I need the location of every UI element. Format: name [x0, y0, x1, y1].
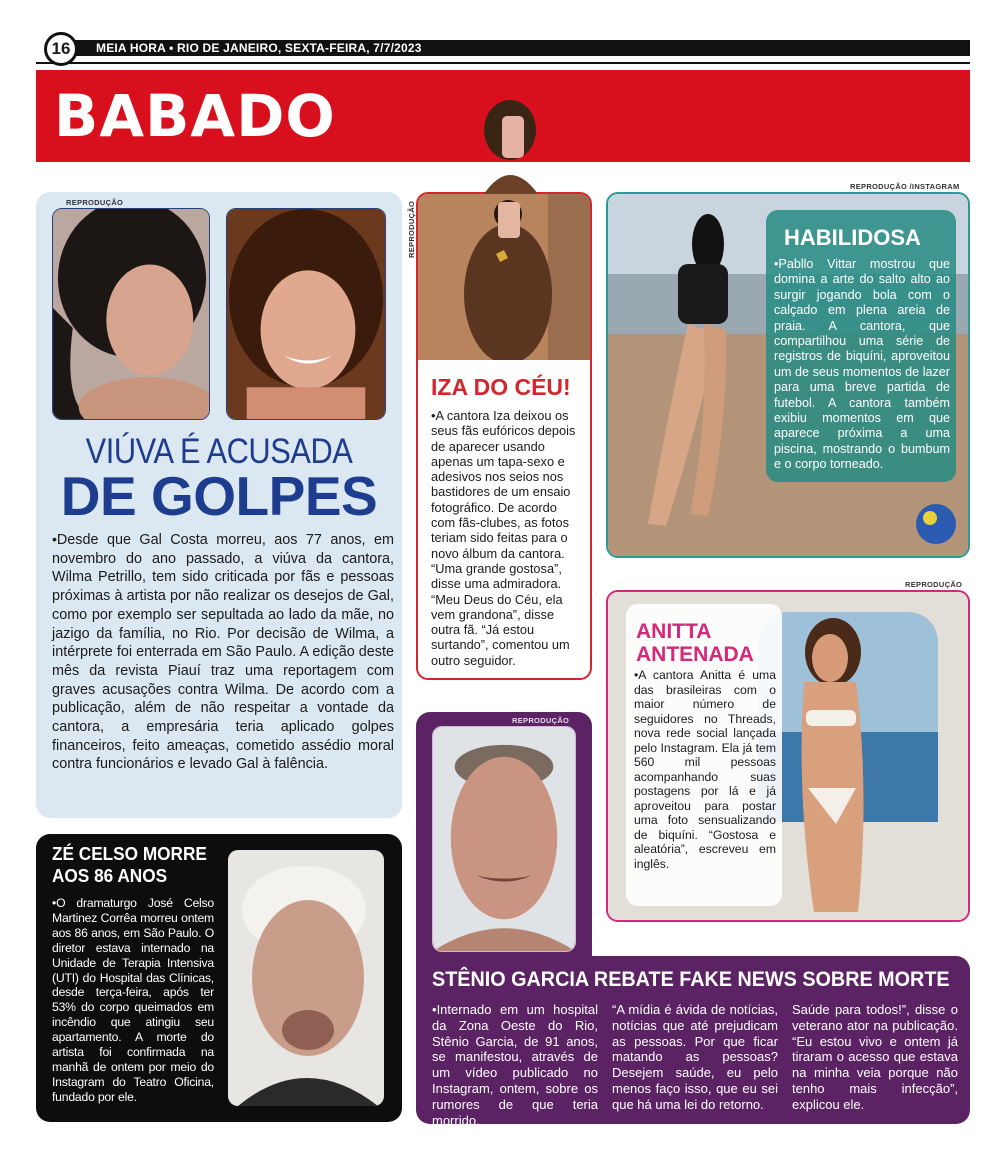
- photo-credit-stenio: REPRODUÇÃO: [512, 716, 570, 725]
- iza-body-text: A cantora Iza deixou os seus fãs eufóricos depois de aparecer usando apenas um tapa-sexo e adesivos nos seios nos bastidores de um ensaio fotográfico. De acordo com fãs-clubes, as fotos teriam sido feitas para o novo álbum da cantora. “Uma grande gostosa”, disse uma admiradora. “Meu Deus do Céu, ela vem grandona”, disse outra fã. “Já estou surtando”, comentou um outro seguidor.: [431, 408, 576, 668]
- iza-story-body: [431, 408, 581, 668]
- stenio-col-2: “A mídia é ávida de notícias, notícias que até prejudicam as pessoas. Por que ficar matando as pessoas? Desejem saúde, eu pelo menos faço isso, que eu sei que há uma lei do retorno.: [612, 1002, 778, 1112]
- stenio-col-1-text: Internado em um hospital da Zona Oeste do Rio, Stênio Garcia, de 91 anos, se manifestou, através de um vídeo publicado no Instagram, ontem, sobre os rumores de que teria morrido.: [432, 1002, 598, 1128]
- header-dateline: [96, 41, 422, 55]
- bullet-icon: •: [432, 1002, 437, 1017]
- gal-headline-line2: DE GOLPES: [60, 465, 378, 527]
- page-number: 16: [44, 32, 78, 66]
- photo-credit-pabllo: REPRODUÇÃO /INSTAGRAM: [850, 182, 960, 191]
- anitta-headline: [636, 620, 776, 666]
- photo-wilma-petrillo: [226, 208, 386, 420]
- photo-credit-iza: REPRODUÇÃO: [407, 200, 416, 258]
- ze-celso-body-text: O dramaturgo José Celso Martinez Corrêa morreu ontem aos 86 anos, em São Paulo. O diretor estava internado na Unidade de Terapia Intensiva (UTI) do Hospital das Clínicas, desde terça-feira, após ter 53% do corpo queimados em incêndio que atingiu seu apartamento. A morte do artista foi confirmada na manhã de ontem por meio do Instagram do Teatro Oficina, fundado por ele.: [52, 896, 214, 1104]
- pabllo-headline: HABILIDOSA: [784, 225, 921, 250]
- photo-iza: [418, 194, 590, 360]
- gal-story-body: [52, 530, 394, 774]
- gal-headline-line1: VIÚVA É ACUSADA: [85, 432, 353, 471]
- photo-credit-gal: REPRODUÇÃO: [66, 198, 124, 207]
- gal-body-text: Desde que Gal Costa morreu, aos 77 anos, em novembro do ano passado, a viúva da cantora, Wilma Petrillo, tem sido criticada por fãs e pessoas próximas à artista por não realizar os desejos de Gal, como por exemplo ser sepultada ao lado da mãe, no jazigo da família, no Rio. Por decisão de Wilma, a intérprete foi enterrada em São Paulo. A edição deste mês da revista Piauí traz uma reportagem com graves acusações contra Wilma. De acordo com a publicação, além de não respeitar a vontade da cantora, a empresária teria aplicado golpes financeiros, feito ameaças, cometido assédio moral contra funcionários e levado Gal à falência.: [52, 532, 394, 773]
- bullet-icon: •: [431, 408, 436, 423]
- pabllo-body-text: Pabllo Vittar mostrou que domina a arte do salto alto ao surgir jogando bola com o calçado em plena areia de praia. A cantora, que compartilhou uma série de registros de biquíni, aproveitou um de seus momentos de lazer para uma breve partida de futebol. A cantora também exibiu momentos em que aparece próxima a uma piscina, mostrando o bumbum e o corpo torneado.: [774, 257, 950, 472]
- stenio-headline: STÊNIO GARCIA REBATE FAKE NEWS SOBRE MORTE: [432, 967, 950, 991]
- bullet-icon: •: [52, 531, 57, 547]
- photo-gal-costa: [52, 208, 210, 420]
- dateline: • RIO DE JANEIRO, SEXTA-FEIRA, 7/7/2023: [165, 41, 422, 55]
- anitta-story-body: [634, 668, 776, 871]
- stenio-col-1: [432, 1002, 598, 1128]
- iza-headline: IZA DO CÉU!: [431, 374, 571, 400]
- photo-iza-head-cutout: [480, 96, 542, 194]
- ze-celso-headline: ZÉ CELSO MORRE AOS 86 ANOS: [52, 843, 207, 886]
- anitta-headline-line1: ANITTA: [636, 620, 712, 643]
- photo-stenio-garcia: [432, 726, 576, 952]
- ze-celso-story-body: [52, 896, 214, 1105]
- section-title: BABADO: [54, 82, 336, 150]
- anitta-body-text: A cantora Anitta é uma das brasileiras com o maior número de seguidores no Threads, nova rede social lançada pelo Instagram. Ela já tem 560 mil pessoas acompanhando suas postagens por lá e já aproveitou para postar uma foto sensualizando de biquíni. “Gostosa e aleatória”, escreveu em inglês.: [634, 668, 776, 871]
- photo-credit-anitta: REPRODUÇÃO: [905, 580, 963, 589]
- anitta-headline-line2: ANTENADA: [636, 643, 754, 666]
- publication-name: MEIA HORA: [96, 41, 166, 55]
- photo-ze-celso: [228, 850, 384, 1106]
- header-rule: [36, 62, 970, 64]
- bullet-icon: •: [634, 668, 639, 682]
- pabllo-story-body: [774, 257, 950, 473]
- bullet-icon: •: [774, 257, 779, 271]
- stenio-col-3: Saúde para todos!”, disse o veterano ator na publicação. “Eu estou vivo e ontem já tiraram o acesso que estava na minha veia porque não tenho mais infecção”, explicou ele.: [792, 1002, 958, 1112]
- bullet-icon: •: [52, 896, 57, 910]
